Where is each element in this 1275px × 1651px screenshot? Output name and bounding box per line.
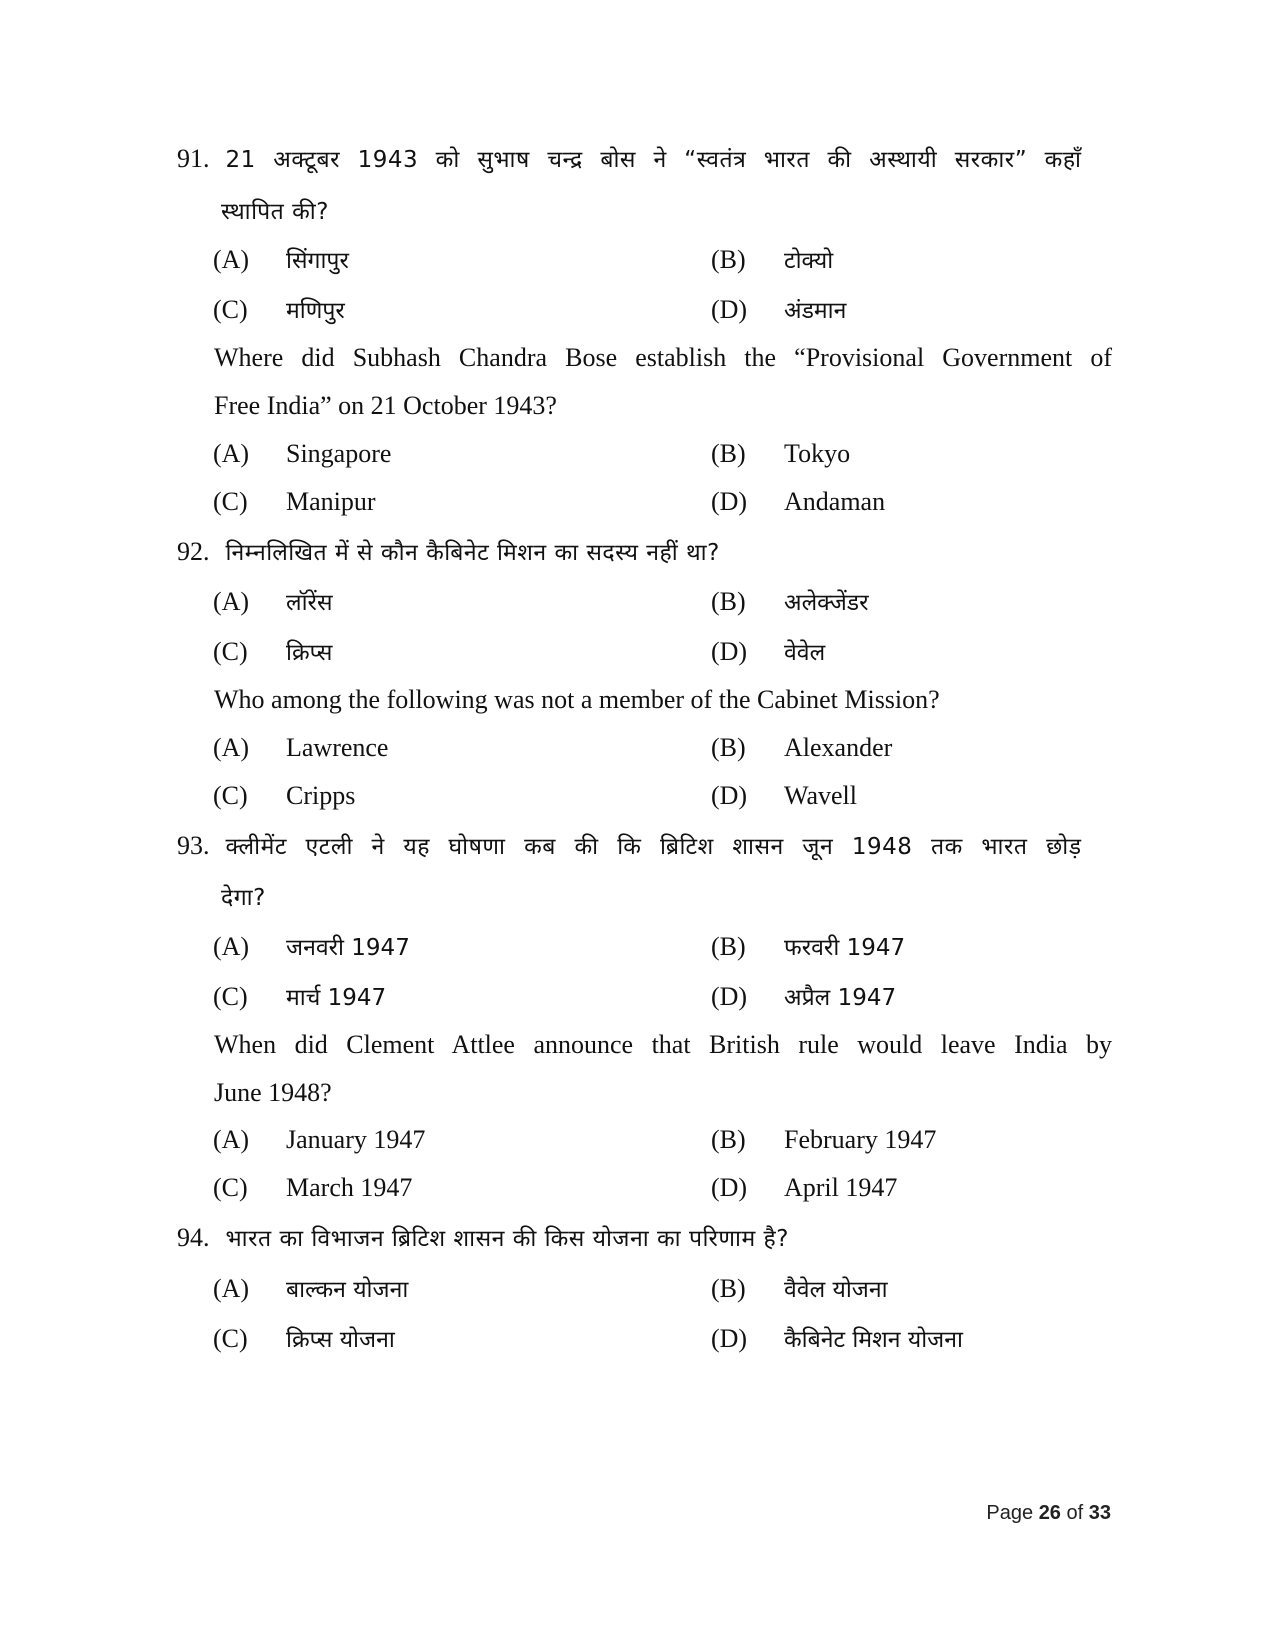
option-text: मणिपुर [286,298,345,324]
question-text-hindi-cont: स्थापित की? [221,199,329,225]
total-pages: 33 [1088,1502,1111,1524]
option-text: Alexander [784,733,893,762]
option-b[interactable]: (B) फरवरी 1947 [711,932,906,961]
question-92-hindi [177,535,720,567]
question-text-english: Where did Subhash Chandra Bose establish the “Provisional Government of [214,343,1112,372]
option-a[interactable]: (A) बाल्कन योजना [213,1274,409,1303]
question-text-hindi: भारत का विभाजन ब्रिटिश शासन की किस योजना का परिणाम है? [225,1226,789,1252]
option-d[interactable]: (D) कैबिनेट मिशन योजना [711,1324,963,1353]
option-text: Manipur [286,487,376,516]
option-text: लॉरेंस [286,590,333,616]
option-text: Tokyo [784,439,851,468]
option-c[interactable]: (C) क्रिप्स [213,637,333,666]
option-text: Lawrence [286,733,389,762]
option-d[interactable]: (D) अंडमान [711,295,847,324]
page-of: of [1066,1502,1084,1524]
page-label: Page [986,1502,1034,1524]
option-text: वेवेल [784,640,826,666]
question-text-english: When did Clement Attlee announce that British rule would leave India by [214,1030,1112,1059]
option-a[interactable]: (A) Lawrence [213,733,389,762]
question-text-hindi: क्लीमेंट एटली ने यह घोषणा कब की कि ब्रिटिश शासन जून 1948 तक भारत छोड़ [225,834,1082,860]
option-d[interactable]: (D) अप्रैल 1947 [711,982,897,1011]
question-number: 93. [177,831,210,860]
option-b[interactable]: (B) February 1947 [711,1125,937,1154]
question-number: 94. [177,1223,210,1252]
question-94-hindi [177,1221,789,1253]
option-c[interactable]: (C) March 1947 [213,1173,413,1202]
option-text: वैवेल योजना [784,1277,888,1303]
option-text: कैबिनेट मिशन योजना [784,1327,963,1353]
option-a[interactable]: (A) लॉरेंस [213,587,333,616]
option-text: टोक्यो [784,248,834,274]
question-text-hindi: 21 अक्टूबर 1943 को सुभाष चन्द्र बोस ने “स्वतंत्र भारत की अस्थायी सरकार” कहाँ [225,147,1082,173]
option-c[interactable]: (C) क्रिप्स योजना [213,1324,395,1353]
option-a[interactable]: (A) Singapore [213,439,392,468]
option-text: जनवरी 1947 [286,935,410,961]
option-text: Andaman [784,487,886,516]
option-a[interactable]: (A) जनवरी 1947 [213,932,410,961]
question-number: 91. [177,144,210,173]
option-c[interactable]: (C) मणिपुर [213,295,345,324]
option-text: Singapore [286,439,392,468]
question-text-english: Who among the following was not a member of the Cabinet Mission? [214,685,940,714]
option-b[interactable]: (B) Tokyo [711,439,851,468]
question-number: 92. [177,537,210,566]
option-b[interactable]: (B) Alexander [711,733,893,762]
page-number-footer [986,1502,1111,1525]
question-text-english-cont: June 1948? [214,1078,332,1107]
option-text: अलेक्जेंडर [784,590,869,616]
option-text: Cripps [286,781,356,810]
option-text: अप्रैल 1947 [784,985,897,1011]
option-text: फरवरी 1947 [784,935,906,961]
option-d[interactable]: (D) Andaman [711,487,886,516]
question-91-hindi [177,142,1082,174]
option-text: बाल्कन योजना [286,1277,409,1303]
option-text: सिंगापुर [286,248,349,274]
option-text: मार्च 1947 [286,985,387,1011]
option-text: Wavell [784,781,857,810]
option-text: February 1947 [784,1125,937,1154]
option-text: January 1947 [286,1125,426,1154]
option-text: क्रिप्स योजना [286,1327,395,1353]
option-b[interactable]: (B) अलेक्जेंडर [711,587,869,616]
option-b[interactable]: (B) टोक्यो [711,245,834,274]
question-text-hindi: निम्नलिखित में से कौन कैबिनेट मिशन का सदस्य नहीं था? [225,540,720,566]
current-page: 26 [1038,1502,1061,1524]
option-a[interactable]: (A) सिंगापुर [213,245,349,274]
option-c[interactable]: (C) Cripps [213,781,356,810]
option-text: क्रिप्स [286,640,333,666]
question-text-hindi-cont: देगा? [221,885,266,911]
question-text-english-cont: Free India” on 21 October 1943? [214,391,557,420]
option-d[interactable]: (D) Wavell [711,781,857,810]
option-d[interactable]: (D) वेवेल [711,637,826,666]
option-text: March 1947 [286,1173,413,1202]
option-d[interactable]: (D) April 1947 [711,1173,898,1202]
question-93-hindi [177,829,1082,861]
option-text: अंडमान [784,298,847,324]
option-c[interactable]: (C) Manipur [213,487,376,516]
option-a[interactable]: (A) January 1947 [213,1125,426,1154]
option-text: April 1947 [784,1173,898,1202]
option-b[interactable]: (B) वैवेल योजना [711,1274,888,1303]
option-c[interactable]: (C) मार्च 1947 [213,982,387,1011]
